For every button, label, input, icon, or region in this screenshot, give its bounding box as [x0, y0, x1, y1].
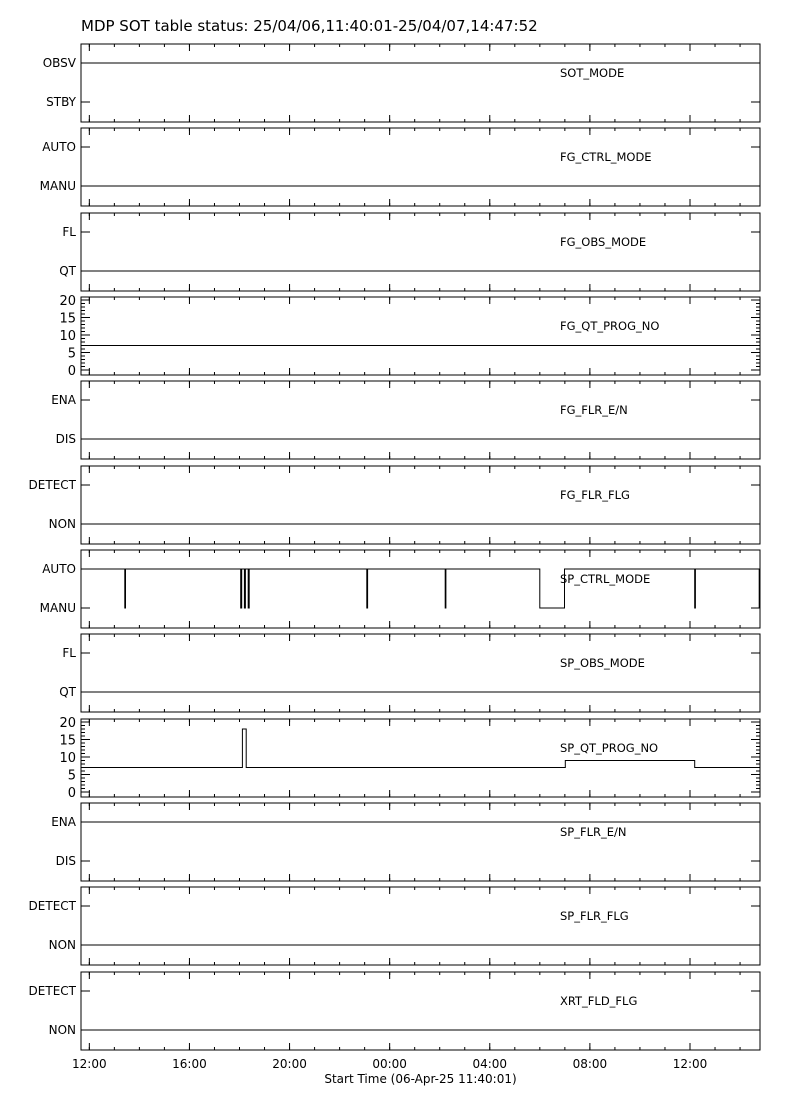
panel-label: SP_QT_PROG_NO — [560, 741, 659, 755]
panel-label: XRT_FLD_FLG — [560, 994, 638, 1008]
y-tick-label: QT — [59, 685, 76, 699]
x-tick-label: 20:00 — [272, 1057, 307, 1071]
y-tick-label: 20 — [59, 294, 76, 309]
panel-label: SP_FLR_E/N — [560, 825, 627, 839]
panel-label: FG_QT_PROG_NO — [560, 319, 660, 333]
y-tick-label: 15 — [59, 311, 76, 327]
y-tick-label: 0 — [67, 786, 76, 801]
y-tick-label: FL — [62, 646, 76, 660]
panel-label: FG_OBS_MODE — [560, 235, 647, 249]
y-tick-label: MANU — [39, 601, 76, 615]
x-tick-label: 12:00 — [672, 1057, 708, 1071]
series-line — [81, 569, 760, 608]
panel-frame — [81, 550, 760, 628]
x-tick-label: 00:00 — [372, 1057, 407, 1071]
x-tick-label: 08:00 — [572, 1057, 608, 1071]
y-tick-label: DETECT — [28, 899, 76, 913]
x-tick-label: 16:00 — [172, 1057, 207, 1071]
panel-frame — [81, 44, 760, 122]
y-tick-label: DIS — [55, 432, 76, 446]
y-tick-label: 5 — [67, 768, 76, 784]
panel-frame — [81, 719, 760, 797]
y-tick-label: 15 — [59, 733, 76, 749]
y-tick-label: STBY — [46, 95, 76, 109]
y-tick-label: DETECT — [28, 478, 76, 492]
panel-label: FG_CTRL_MODE — [560, 150, 652, 164]
series-line — [81, 729, 760, 768]
panel-frame — [81, 466, 760, 544]
panel-frame — [81, 887, 760, 965]
panel-label: SP_FLR_FLG — [560, 909, 629, 923]
panel-frame — [81, 803, 760, 881]
y-tick-label: ENA — [51, 815, 76, 829]
y-tick-label: MANU — [39, 179, 76, 193]
x-axis-label: Start Time (06-Apr-25 11:40:01) — [324, 1072, 517, 1086]
y-tick-label: QT — [59, 264, 76, 278]
y-tick-label: AUTO — [42, 562, 76, 576]
panel-frame — [81, 213, 760, 291]
y-tick-label: 0 — [67, 364, 76, 379]
panel-label: SP_OBS_MODE — [560, 656, 645, 670]
chart-title: MDP SOT table status: 25/04/06,11:40:01-25/04/07,14:47:52 — [81, 17, 538, 35]
panel-label: FG_FLR_E/N — [560, 403, 628, 417]
panel-label: SP_CTRL_MODE — [560, 572, 651, 586]
y-tick-label: NON — [48, 1023, 76, 1037]
y-tick-label: NON — [48, 938, 76, 952]
y-tick-label: NON — [48, 517, 76, 531]
x-tick-label: 12:00 — [72, 1057, 107, 1071]
x-tick-label: 04:00 — [472, 1057, 508, 1071]
y-tick-label: 10 — [59, 329, 76, 344]
panel-label: FG_FLR_FLG — [560, 488, 630, 502]
y-tick-label: 5 — [67, 346, 76, 362]
y-tick-label: ENA — [51, 393, 76, 407]
panel-frame — [81, 972, 760, 1050]
y-tick-label: 20 — [59, 716, 76, 731]
panel-frame — [81, 381, 760, 459]
y-tick-label: FL — [62, 225, 76, 239]
y-tick-label: DETECT — [28, 984, 76, 998]
y-tick-label: 10 — [59, 751, 76, 766]
panel-frame — [81, 128, 760, 206]
panel-label: SOT_MODE — [560, 66, 625, 80]
y-tick-label: AUTO — [42, 140, 76, 154]
y-tick-label: OBSV — [42, 56, 76, 70]
panel-frame — [81, 297, 760, 375]
panel-frame — [81, 634, 760, 712]
y-tick-label: DIS — [55, 854, 76, 868]
